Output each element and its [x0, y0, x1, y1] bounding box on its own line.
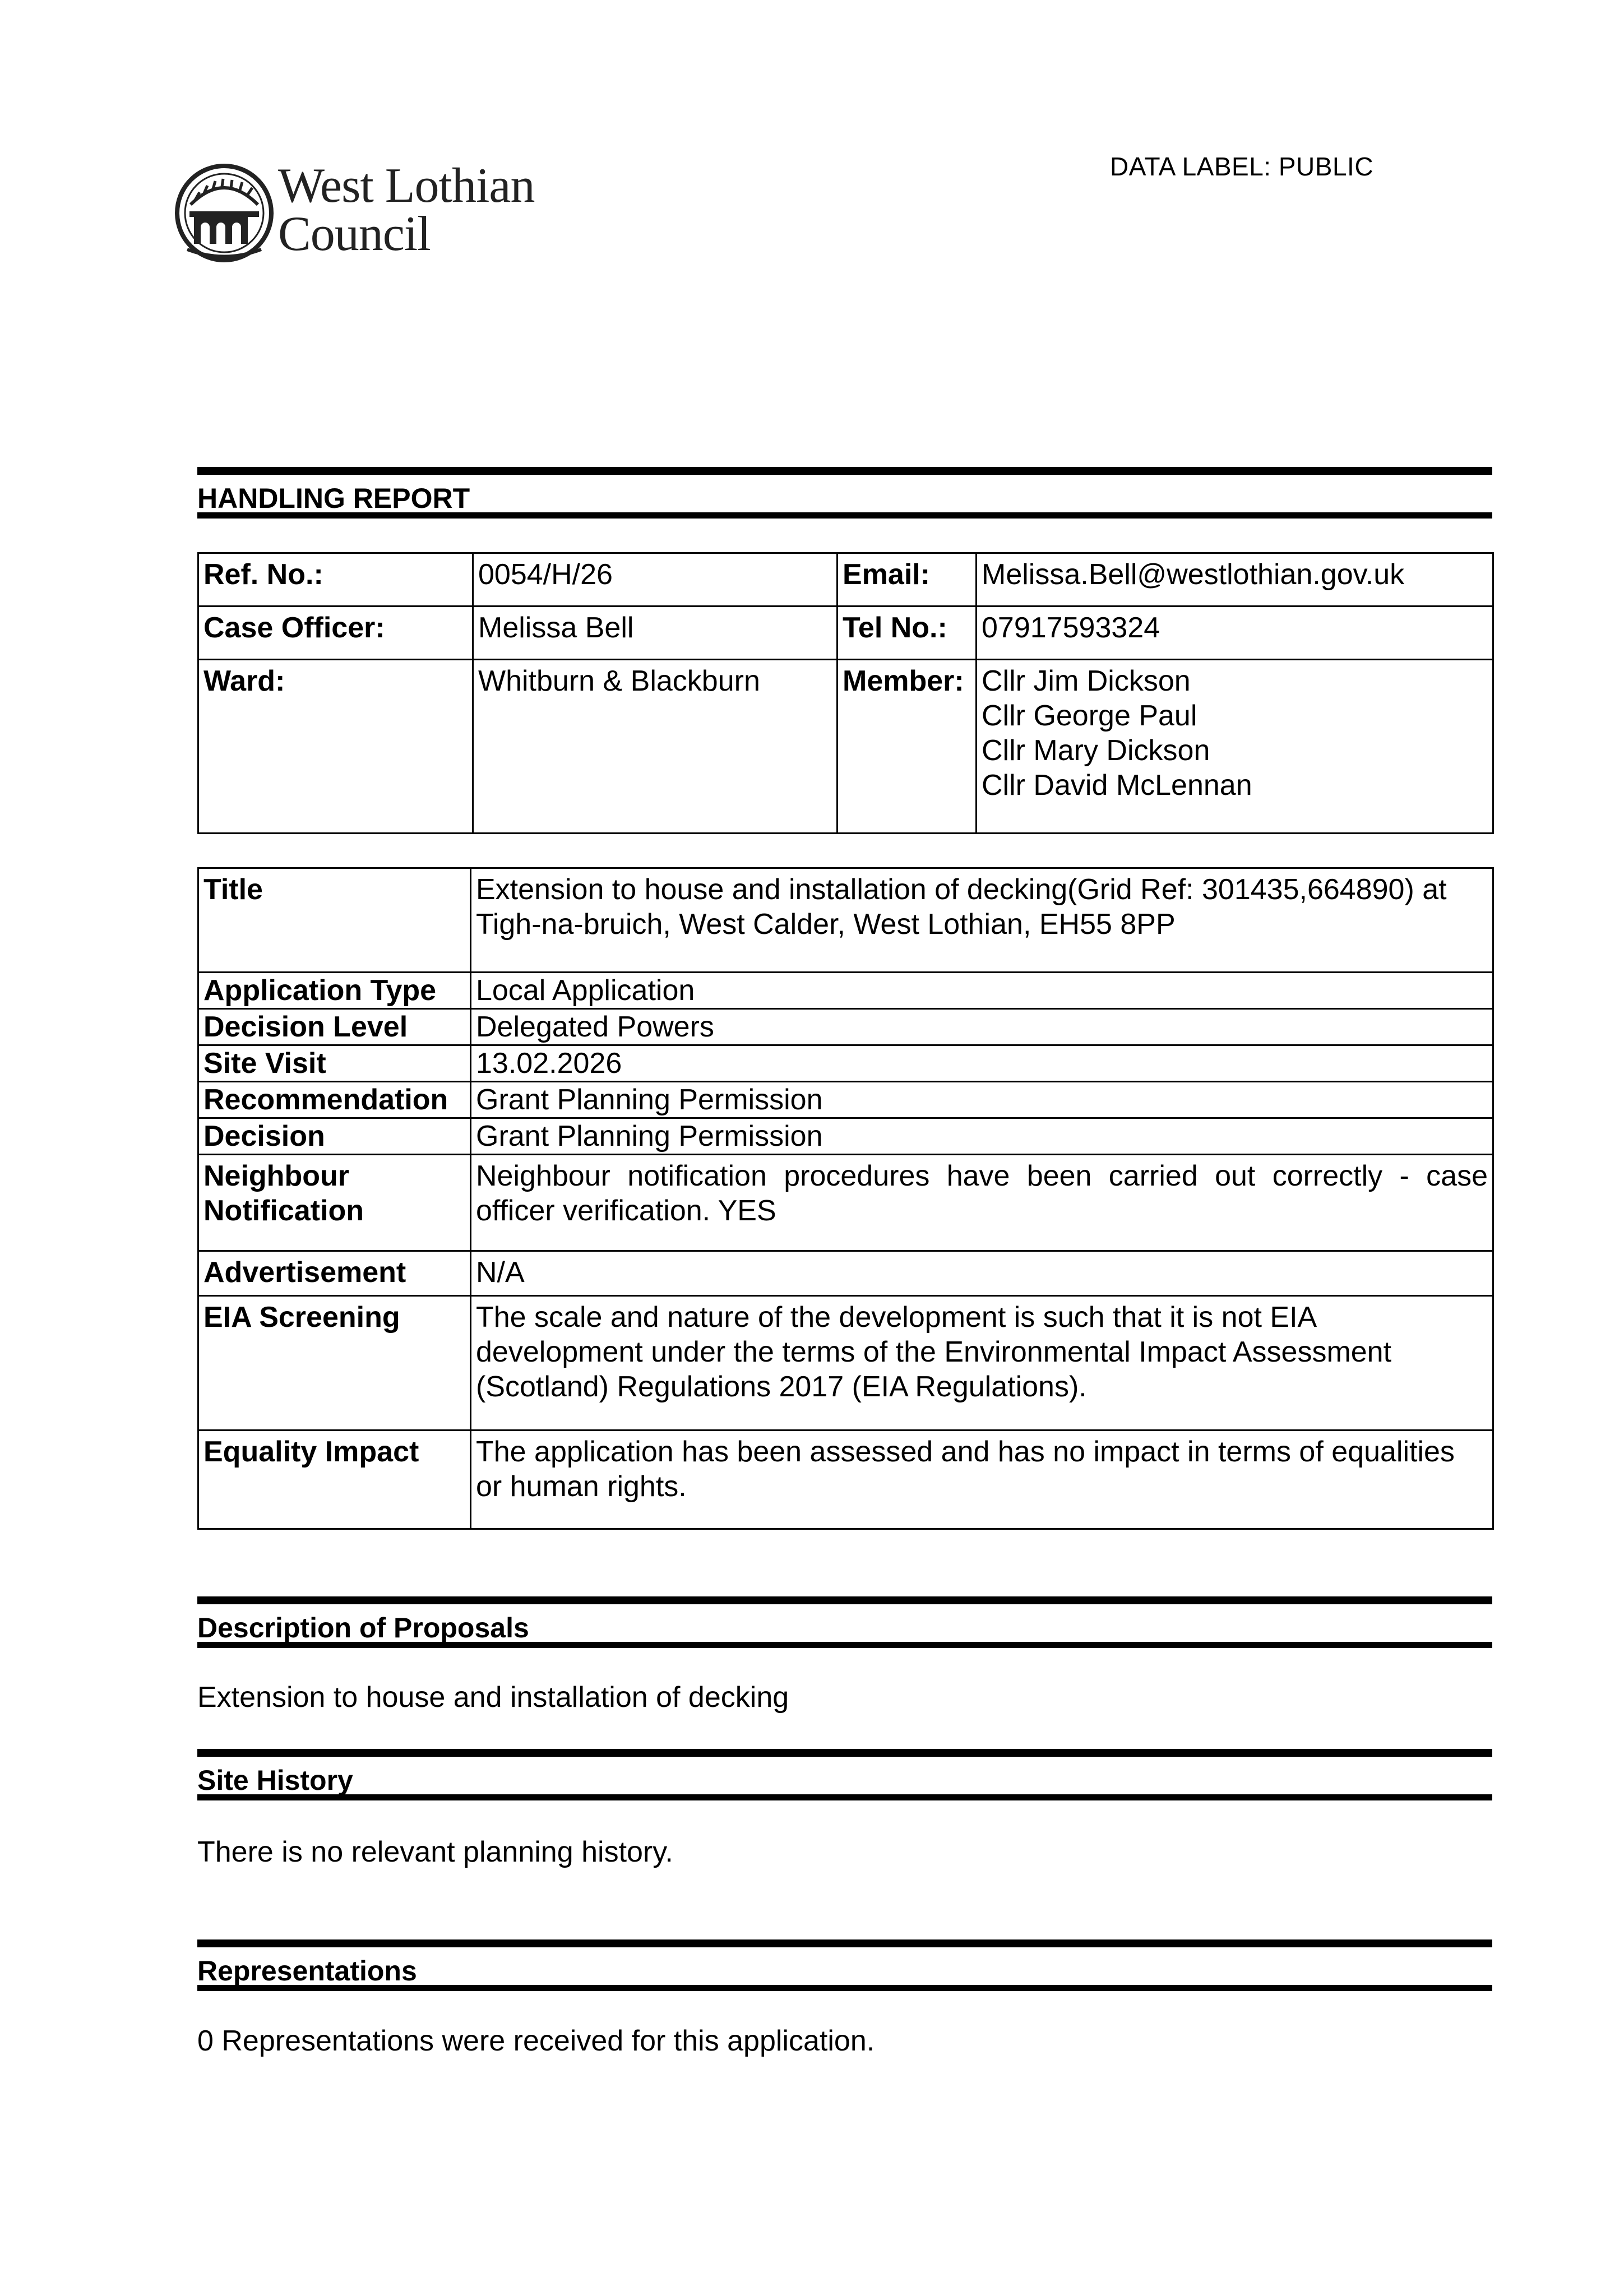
site-visit-label: Site Visit	[198, 1045, 471, 1082]
recommendation-label: Recommendation	[198, 1082, 471, 1118]
member-label: Member:	[838, 660, 977, 834]
neighbour-notification-value: Neighbour notification procedures have been carried out correctly - case officer verification. YES	[471, 1155, 1493, 1251]
decision-level-label: Decision Level	[198, 1009, 471, 1045]
contact-table	[197, 552, 1494, 834]
email-label: Email:	[838, 553, 977, 607]
decision-value: Grant Planning Permission	[471, 1118, 1493, 1155]
equality-impact-label: Equality Impact	[198, 1431, 471, 1529]
table-row	[198, 660, 1493, 834]
decision-label: Decision	[198, 1118, 471, 1155]
handling-report-title: HANDLING REPORT	[197, 483, 470, 514]
viaduct-emblem-icon	[174, 160, 275, 266]
recommendation-value: Grant Planning Permission	[471, 1082, 1493, 1118]
ref-label: Ref. No.:	[198, 553, 473, 607]
member-item: Cllr Mary Dickson	[982, 734, 1210, 767]
description-text: Extension to house and installation of decking	[197, 1681, 789, 1714]
member-item: Cllr Jim Dickson	[982, 665, 1191, 697]
representations-title: Representations	[197, 1955, 417, 1987]
tel-value: 07917593324	[977, 607, 1493, 660]
member-item: Cllr George Paul	[982, 700, 1197, 732]
advertisement-label: Advertisement	[198, 1251, 471, 1296]
table-row	[198, 607, 1493, 660]
representations-header	[197, 1939, 1492, 1991]
ward-value: Whitburn & Blackburn	[473, 660, 838, 834]
table-row	[198, 1431, 1493, 1529]
site-history-header	[197, 1749, 1492, 1800]
title-label: Title	[198, 868, 471, 973]
application-type-value: Local Application	[471, 973, 1493, 1009]
table-row	[198, 973, 1493, 1009]
eia-screening-label: EIA Screening	[198, 1296, 471, 1431]
case-officer-value: Melissa Bell	[473, 607, 838, 660]
description-title: Description of Proposals	[197, 1612, 529, 1644]
site-history-title: Site History	[197, 1765, 353, 1796]
representations-text: 0 Representations were received for this application.	[197, 2025, 875, 2057]
data-label: DATA LABEL: PUBLIC	[1110, 152, 1374, 181]
neighbour-notification-label: Neighbour Notification	[198, 1155, 471, 1251]
equality-impact-value: The application has been assessed and has no impact in terms of equalities or human rights.	[471, 1431, 1493, 1529]
tel-label: Tel No.:	[838, 607, 977, 660]
site-visit-value: 13.02.2026	[471, 1045, 1493, 1082]
council-logo	[174, 160, 566, 272]
ward-label: Ward:	[198, 660, 473, 834]
table-row	[198, 1009, 1493, 1045]
logo-wordmark	[278, 159, 535, 261]
ref-value: 0054/H/26	[473, 553, 838, 607]
details-table	[197, 867, 1494, 1530]
description-header	[197, 1596, 1492, 1648]
member-list	[977, 660, 1493, 834]
title-value: Extension to house and installation of decking(Grid Ref: 301435,664890) at Tigh-na-bruich, West Calder, West Lothian, EH55 8PP	[471, 868, 1493, 973]
table-row	[198, 1082, 1493, 1118]
eia-screening-value: The scale and nature of the development is such that it is not EIA development under the terms of the Environmental Impact Assessment (Scotland) Regulations 2017 (EIA Regulations).	[471, 1296, 1493, 1431]
handling-report-header	[197, 467, 1492, 519]
application-type-label: Application Type	[198, 973, 471, 1009]
table-row	[198, 868, 1493, 973]
table-row	[198, 553, 1493, 607]
site-history-text: There is no relevant planning history.	[197, 1836, 673, 1868]
logo-line-2: Council	[278, 207, 431, 261]
advertisement-value: N/A	[471, 1251, 1493, 1296]
table-row	[198, 1155, 1493, 1251]
case-officer-label: Case Officer:	[198, 607, 473, 660]
decision-level-value: Delegated Powers	[471, 1009, 1493, 1045]
table-row	[198, 1045, 1493, 1082]
table-row	[198, 1296, 1493, 1431]
member-item: Cllr David McLennan	[982, 769, 1252, 802]
email-value: Melissa.Bell@westlothian.gov.uk	[977, 553, 1493, 607]
logo-line-1: West Lothian	[278, 159, 535, 213]
table-row	[198, 1251, 1493, 1296]
table-row	[198, 1118, 1493, 1155]
